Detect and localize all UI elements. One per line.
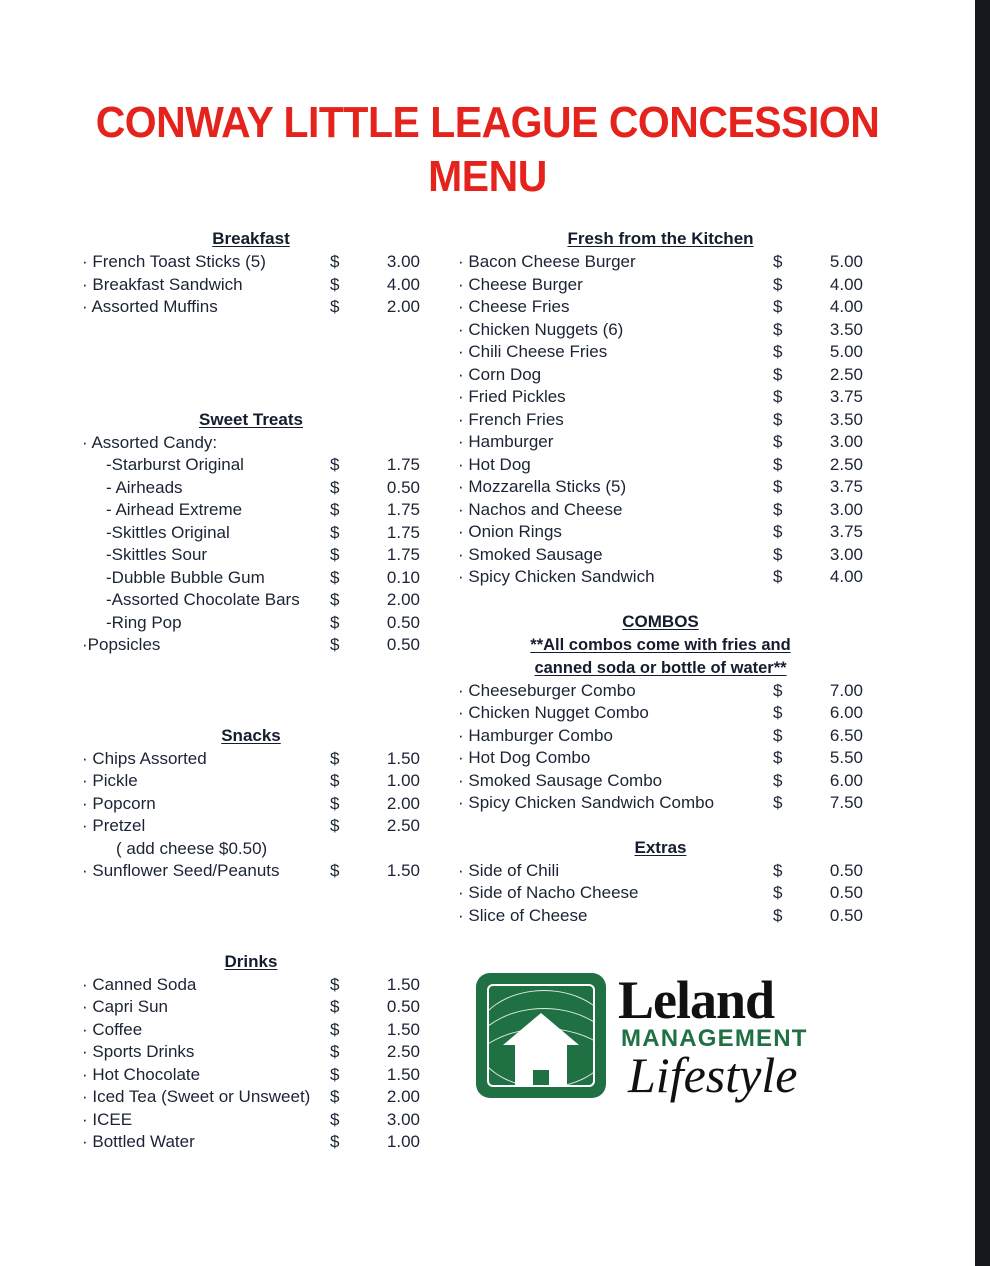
menu-item-price: 1.75 — [386, 545, 420, 564]
menu-item-row — [458, 770, 863, 793]
menu-item-price: 1.75 — [386, 522, 420, 542]
menu-item-currency: $ — [330, 1064, 340, 1084]
section-heading — [82, 228, 420, 250]
menu-item-row — [82, 274, 420, 297]
menu-item-name: · Hot Chocolate — [82, 1064, 201, 1084]
menu-item-name: · Smoked Sausage — [458, 544, 603, 564]
menu-item-currency: $ — [330, 748, 340, 768]
menu-item-price: 2.00 — [386, 297, 420, 316]
menu-item-currency: $ — [330, 1042, 340, 1061]
menu-item-currency: $ — [773, 725, 783, 745]
menu-item-currency: $ — [773, 793, 783, 812]
menu-item-name: · Fried Pickles — [458, 387, 566, 406]
menu-item-currency: $ — [330, 567, 340, 587]
section-spacer — [458, 815, 863, 837]
section-spacer — [82, 319, 420, 409]
menu-item-price: 5.00 — [829, 252, 863, 271]
menu-item-name: · Chicken Nugget Combo — [458, 703, 649, 722]
menu-item-row — [458, 544, 863, 567]
menu-item-row — [458, 364, 863, 387]
menu-item-currency: $ — [330, 274, 340, 294]
menu-item-price: 0.50 — [829, 883, 863, 902]
logo-text-leland: Leland — [618, 970, 775, 1030]
menu-item-price: 1.50 — [386, 748, 420, 768]
menu-item-price: 1.50 — [386, 1019, 420, 1039]
menu-item-currency: $ — [773, 860, 783, 880]
section-spacer — [82, 657, 420, 725]
leland-management-logo — [476, 968, 826, 1103]
menu-item-row — [82, 838, 420, 861]
menu-item-name: · Iced Tea (Sweet or Unsweet) — [82, 1087, 311, 1106]
menu-item-row — [82, 1109, 420, 1132]
menu-item-name: -Ring Pop — [106, 612, 182, 632]
menu-item-row — [458, 319, 863, 342]
menu-item-name: · Hot Dog Combo — [458, 748, 591, 767]
menu-item-price: 2.50 — [829, 364, 863, 384]
section-heading-text: Fresh from the Kitchen — [567, 229, 754, 248]
menu-item-row — [82, 996, 420, 1019]
menu-item-row — [82, 432, 420, 455]
menu-item-name: · Chips Assorted — [82, 748, 207, 768]
menu-item-row — [458, 521, 863, 544]
menu-item-name: -Skittles Sour — [106, 545, 208, 564]
menu-item-currency: $ — [330, 861, 340, 880]
menu-item-price: 3.50 — [829, 319, 863, 339]
menu-item-name: · ICEE — [82, 1109, 133, 1129]
menu-item-name: · Sports Drinks — [82, 1042, 195, 1061]
menu-item-name: · Hamburger — [458, 432, 554, 451]
menu-item-name: · Sunflower Seed/Peanuts — [82, 861, 280, 880]
menu-item-name: ·Popsicles — [82, 635, 161, 654]
menu-item-currency: $ — [773, 883, 783, 902]
menu-item-price: 0.50 — [829, 905, 863, 925]
left-menu-column — [82, 228, 420, 1154]
section-heading-text: Extras — [634, 837, 687, 857]
menu-item-name: · Chili Cheese Fries — [458, 342, 608, 361]
menu-item-price: 0.10 — [386, 567, 420, 587]
menu-item-row — [458, 341, 863, 364]
menu-item-price: 2.00 — [386, 590, 420, 609]
menu-item-name: -Starburst Original — [106, 455, 244, 474]
menu-item-price: 6.00 — [829, 703, 863, 722]
menu-item-currency: $ — [330, 500, 340, 519]
menu-item-name: · Corn Dog — [458, 364, 542, 384]
logo-text-management: MANAGEMENT — [621, 1025, 808, 1052]
menu-item-currency: $ — [773, 905, 783, 925]
section-subheading-line2-text: canned soda or bottle of water** — [534, 658, 787, 677]
menu-item-name: · Cheese Fries — [458, 297, 570, 316]
menu-item-name: -Assorted Chocolate Bars — [106, 590, 300, 609]
menu-item-name: · Popcorn — [82, 793, 156, 813]
menu-item-name: · Breakfast Sandwich — [82, 274, 243, 294]
menu-item-price: 1.75 — [386, 500, 420, 519]
menu-item-price: 0.50 — [386, 997, 420, 1016]
menu-item-name: · French Toast Sticks (5) — [82, 252, 266, 271]
page-title: CONWAY LITTLE LEAGUE CONCESSION MENU — [95, 98, 880, 201]
menu-item-row — [82, 589, 420, 612]
menu-item-name: · Hamburger Combo — [458, 725, 613, 745]
menu-section-snacks — [82, 725, 420, 883]
section-subheading-line1-text: **All combos come with fries and — [530, 635, 791, 654]
menu-item-name: · Mozzarella Sticks (5) — [458, 477, 627, 496]
menu-item-name: · Slice of Cheese — [458, 905, 588, 925]
menu-item-row — [458, 882, 863, 905]
menu-item-row — [82, 974, 420, 997]
menu-item-price: 3.75 — [829, 522, 863, 541]
menu-item-row — [82, 793, 420, 816]
menu-item-row — [458, 296, 863, 319]
menu-item-currency: $ — [773, 567, 783, 586]
section-heading-text: Drinks — [224, 951, 278, 971]
menu-item-row — [458, 566, 863, 589]
menu-item-price: 4.00 — [386, 274, 420, 294]
menu-item-name: · Coffee — [82, 1019, 143, 1039]
menu-section-breakfast — [82, 228, 420, 319]
menu-item-price: 2.00 — [386, 793, 420, 813]
menu-item-price: 0.50 — [386, 612, 420, 632]
menu-item-currency: $ — [773, 409, 783, 429]
menu-item-currency: $ — [330, 635, 340, 654]
menu-item-price: 0.50 — [386, 635, 420, 654]
menu-item-name: · Spicy Chicken Sandwich — [458, 567, 655, 586]
menu-item-price: 1.50 — [386, 861, 420, 880]
menu-item-row — [82, 1019, 420, 1042]
section-heading — [458, 837, 863, 859]
menu-item-price: 7.00 — [829, 680, 863, 700]
section-heading — [82, 725, 420, 747]
menu-item-currency: $ — [330, 590, 340, 609]
menu-item-row — [82, 748, 420, 771]
page-edge-band — [975, 0, 990, 1266]
menu-item-currency: $ — [330, 771, 340, 790]
menu-item-name: · Pickle — [82, 771, 138, 790]
menu-item-price: 3.75 — [829, 387, 863, 406]
menu-section-sweet-treats — [82, 409, 420, 657]
menu-item-currency: $ — [773, 454, 783, 474]
menu-item-row — [82, 477, 420, 500]
menu-item-price: 3.75 — [829, 477, 863, 496]
menu-item-name: - Airheads — [106, 477, 183, 497]
section-heading-text: COMBOS — [622, 611, 699, 631]
menu-item-price: 1.00 — [386, 1132, 420, 1151]
menu-item-row — [82, 499, 420, 522]
menu-item-currency: $ — [773, 297, 783, 316]
house-icon — [476, 973, 606, 1098]
menu-item-currency: $ — [330, 545, 340, 564]
menu-item-currency: $ — [773, 544, 783, 564]
menu-item-price: 4.00 — [829, 297, 863, 316]
menu-item-price: 3.00 — [829, 432, 863, 451]
menu-item-currency: $ — [773, 319, 783, 339]
menu-item-currency: $ — [330, 477, 340, 497]
menu-section-extras — [458, 837, 863, 928]
menu-item-price: 7.50 — [829, 793, 863, 812]
menu-item-currency: $ — [773, 522, 783, 541]
menu-item-row — [458, 725, 863, 748]
menu-item-currency: $ — [330, 1109, 340, 1129]
menu-item-name: · Hot Dog — [458, 454, 531, 474]
menu-item-price: 1.75 — [386, 455, 420, 474]
menu-item-name: · Assorted Candy: — [82, 432, 218, 452]
menu-item-currency: $ — [773, 364, 783, 384]
menu-item-name: · Side of Nacho Cheese — [458, 883, 639, 902]
menu-item-price: 2.50 — [829, 454, 863, 474]
menu-item-row — [82, 296, 420, 319]
menu-item-row — [458, 792, 863, 815]
menu-item-price: 6.00 — [829, 770, 863, 790]
section-heading — [458, 228, 863, 250]
menu-item-price: 2.50 — [386, 1042, 420, 1061]
menu-item-currency: $ — [330, 297, 340, 316]
menu-item-name: · Bacon Cheese Burger — [458, 252, 636, 271]
house-roof-shape — [503, 1013, 579, 1045]
menu-item-row — [82, 1086, 420, 1109]
menu-item-row — [82, 522, 420, 545]
menu-section-combos — [458, 611, 863, 815]
menu-item-row — [82, 1131, 420, 1154]
menu-item-row — [82, 815, 420, 838]
menu-item-currency: $ — [773, 387, 783, 406]
menu-item-name: -Skittles Original — [106, 522, 230, 542]
menu-item-row — [458, 702, 863, 725]
menu-item-currency: $ — [773, 703, 783, 722]
menu-item-price: 2.00 — [386, 1087, 420, 1106]
menu-item-currency: $ — [773, 274, 783, 294]
menu-item-row — [82, 251, 420, 274]
menu-item-price: 6.50 — [829, 725, 863, 745]
menu-item-price: 0.50 — [386, 477, 420, 497]
menu-item-currency: $ — [330, 816, 340, 835]
section-heading-text: Breakfast — [212, 229, 290, 248]
menu-item-row — [82, 544, 420, 567]
menu-item-row — [458, 905, 863, 928]
menu-item-currency: $ — [773, 342, 783, 361]
menu-item-name: - Airhead Extreme — [106, 500, 243, 519]
menu-item-row — [458, 747, 863, 770]
menu-item-price: 0.50 — [829, 860, 863, 880]
menu-item-currency: $ — [330, 1019, 340, 1039]
menu-item-row — [458, 680, 863, 703]
menu-item-currency: $ — [773, 770, 783, 790]
menu-item-price: 3.00 — [829, 544, 863, 564]
menu-item-row — [458, 860, 863, 883]
section-heading — [82, 409, 420, 431]
section-spacer — [82, 883, 420, 951]
menu-item-price: 4.00 — [829, 274, 863, 294]
menu-item-row — [82, 1041, 420, 1064]
section-spacer — [458, 589, 863, 611]
menu-item-name: · Cheeseburger Combo — [458, 680, 636, 700]
menu-item-price: 3.00 — [386, 252, 420, 271]
menu-item-currency: $ — [330, 612, 340, 632]
menu-item-currency: $ — [330, 522, 340, 542]
menu-item-name: · Chicken Nuggets (6) — [458, 319, 624, 339]
menu-item-name: · French Fries — [458, 409, 564, 429]
menu-item-currency: $ — [773, 748, 783, 767]
menu-item-row — [458, 386, 863, 409]
menu-item-currency: $ — [773, 477, 783, 496]
menu-section-fresh-from-the-kitchen — [458, 228, 863, 589]
menu-item-row — [458, 499, 863, 522]
menu-item-name: · Cheese Burger — [458, 274, 583, 294]
menu-item-row — [82, 770, 420, 793]
menu-item-currency: $ — [773, 252, 783, 271]
menu-section-drinks — [82, 951, 420, 1154]
menu-item-name: · Capri Sun — [82, 997, 168, 1016]
section-heading — [458, 611, 863, 633]
menu-item-price: 5.00 — [829, 342, 863, 361]
menu-item-currency: $ — [773, 680, 783, 700]
menu-item-name: · Pretzel — [82, 816, 146, 835]
menu-item-name: · Nachos and Cheese — [458, 499, 623, 519]
menu-item-row — [82, 634, 420, 657]
logo-text-lifestyle: Lifestyle — [628, 1047, 798, 1103]
menu-item-price: 3.50 — [829, 409, 863, 429]
menu-item-name: · Bottled Water — [82, 1132, 195, 1151]
menu-item-row — [82, 454, 420, 477]
menu-item-row — [458, 409, 863, 432]
menu-item-price: 3.00 — [829, 499, 863, 519]
menu-item-name: · Assorted Muffins — [82, 297, 218, 316]
menu-item-currency: $ — [330, 974, 340, 994]
menu-item-name: · Canned Soda — [82, 974, 197, 994]
menu-item-row — [82, 1064, 420, 1087]
menu-item-row — [458, 251, 863, 274]
menu-item-row — [82, 860, 420, 883]
house-door-shape — [533, 1070, 549, 1087]
menu-item-name: · Smoked Sausage Combo — [458, 770, 663, 790]
menu-item-currency: $ — [773, 499, 783, 519]
menu-item-name: · Onion Rings — [458, 522, 562, 541]
menu-item-name: -Dubble Bubble Gum — [106, 567, 265, 587]
menu-item-row — [458, 274, 863, 297]
menu-item-price: 5.50 — [829, 748, 863, 767]
menu-item-currency: $ — [330, 1087, 340, 1106]
section-heading-text: Snacks — [221, 725, 281, 745]
menu-item-currency: $ — [773, 432, 783, 451]
menu-item-name: · Spicy Chicken Sandwich Combo — [458, 793, 715, 812]
menu-item-price: 1.50 — [386, 974, 420, 994]
menu-item-name: ( add cheese $0.50) — [116, 838, 268, 858]
menu-item-currency: $ — [330, 793, 340, 813]
menu-item-currency: $ — [330, 455, 340, 474]
menu-item-row — [458, 476, 863, 499]
menu-item-currency: $ — [330, 252, 340, 271]
section-heading-text: Sweet Treats — [199, 409, 303, 429]
section-heading — [82, 951, 420, 973]
menu-item-price: 2.50 — [386, 816, 420, 835]
menu-item-price: 1.00 — [386, 771, 420, 790]
section-subheading-line1 — [458, 634, 863, 657]
menu-item-row — [82, 567, 420, 590]
right-menu-column — [458, 228, 863, 927]
menu-item-currency: $ — [330, 997, 340, 1016]
menu-item-price: 3.00 — [386, 1109, 420, 1129]
menu-item-currency: $ — [330, 1132, 340, 1151]
menu-item-price: 4.00 — [829, 567, 863, 586]
logo-frame — [487, 984, 595, 1087]
section-subheading-line2 — [458, 657, 863, 680]
menu-item-price: 1.50 — [386, 1064, 420, 1084]
menu-item-name: · Side of Chili — [458, 860, 560, 880]
menu-item-row — [82, 612, 420, 635]
menu-item-row — [458, 431, 863, 454]
menu-item-row — [458, 454, 863, 477]
